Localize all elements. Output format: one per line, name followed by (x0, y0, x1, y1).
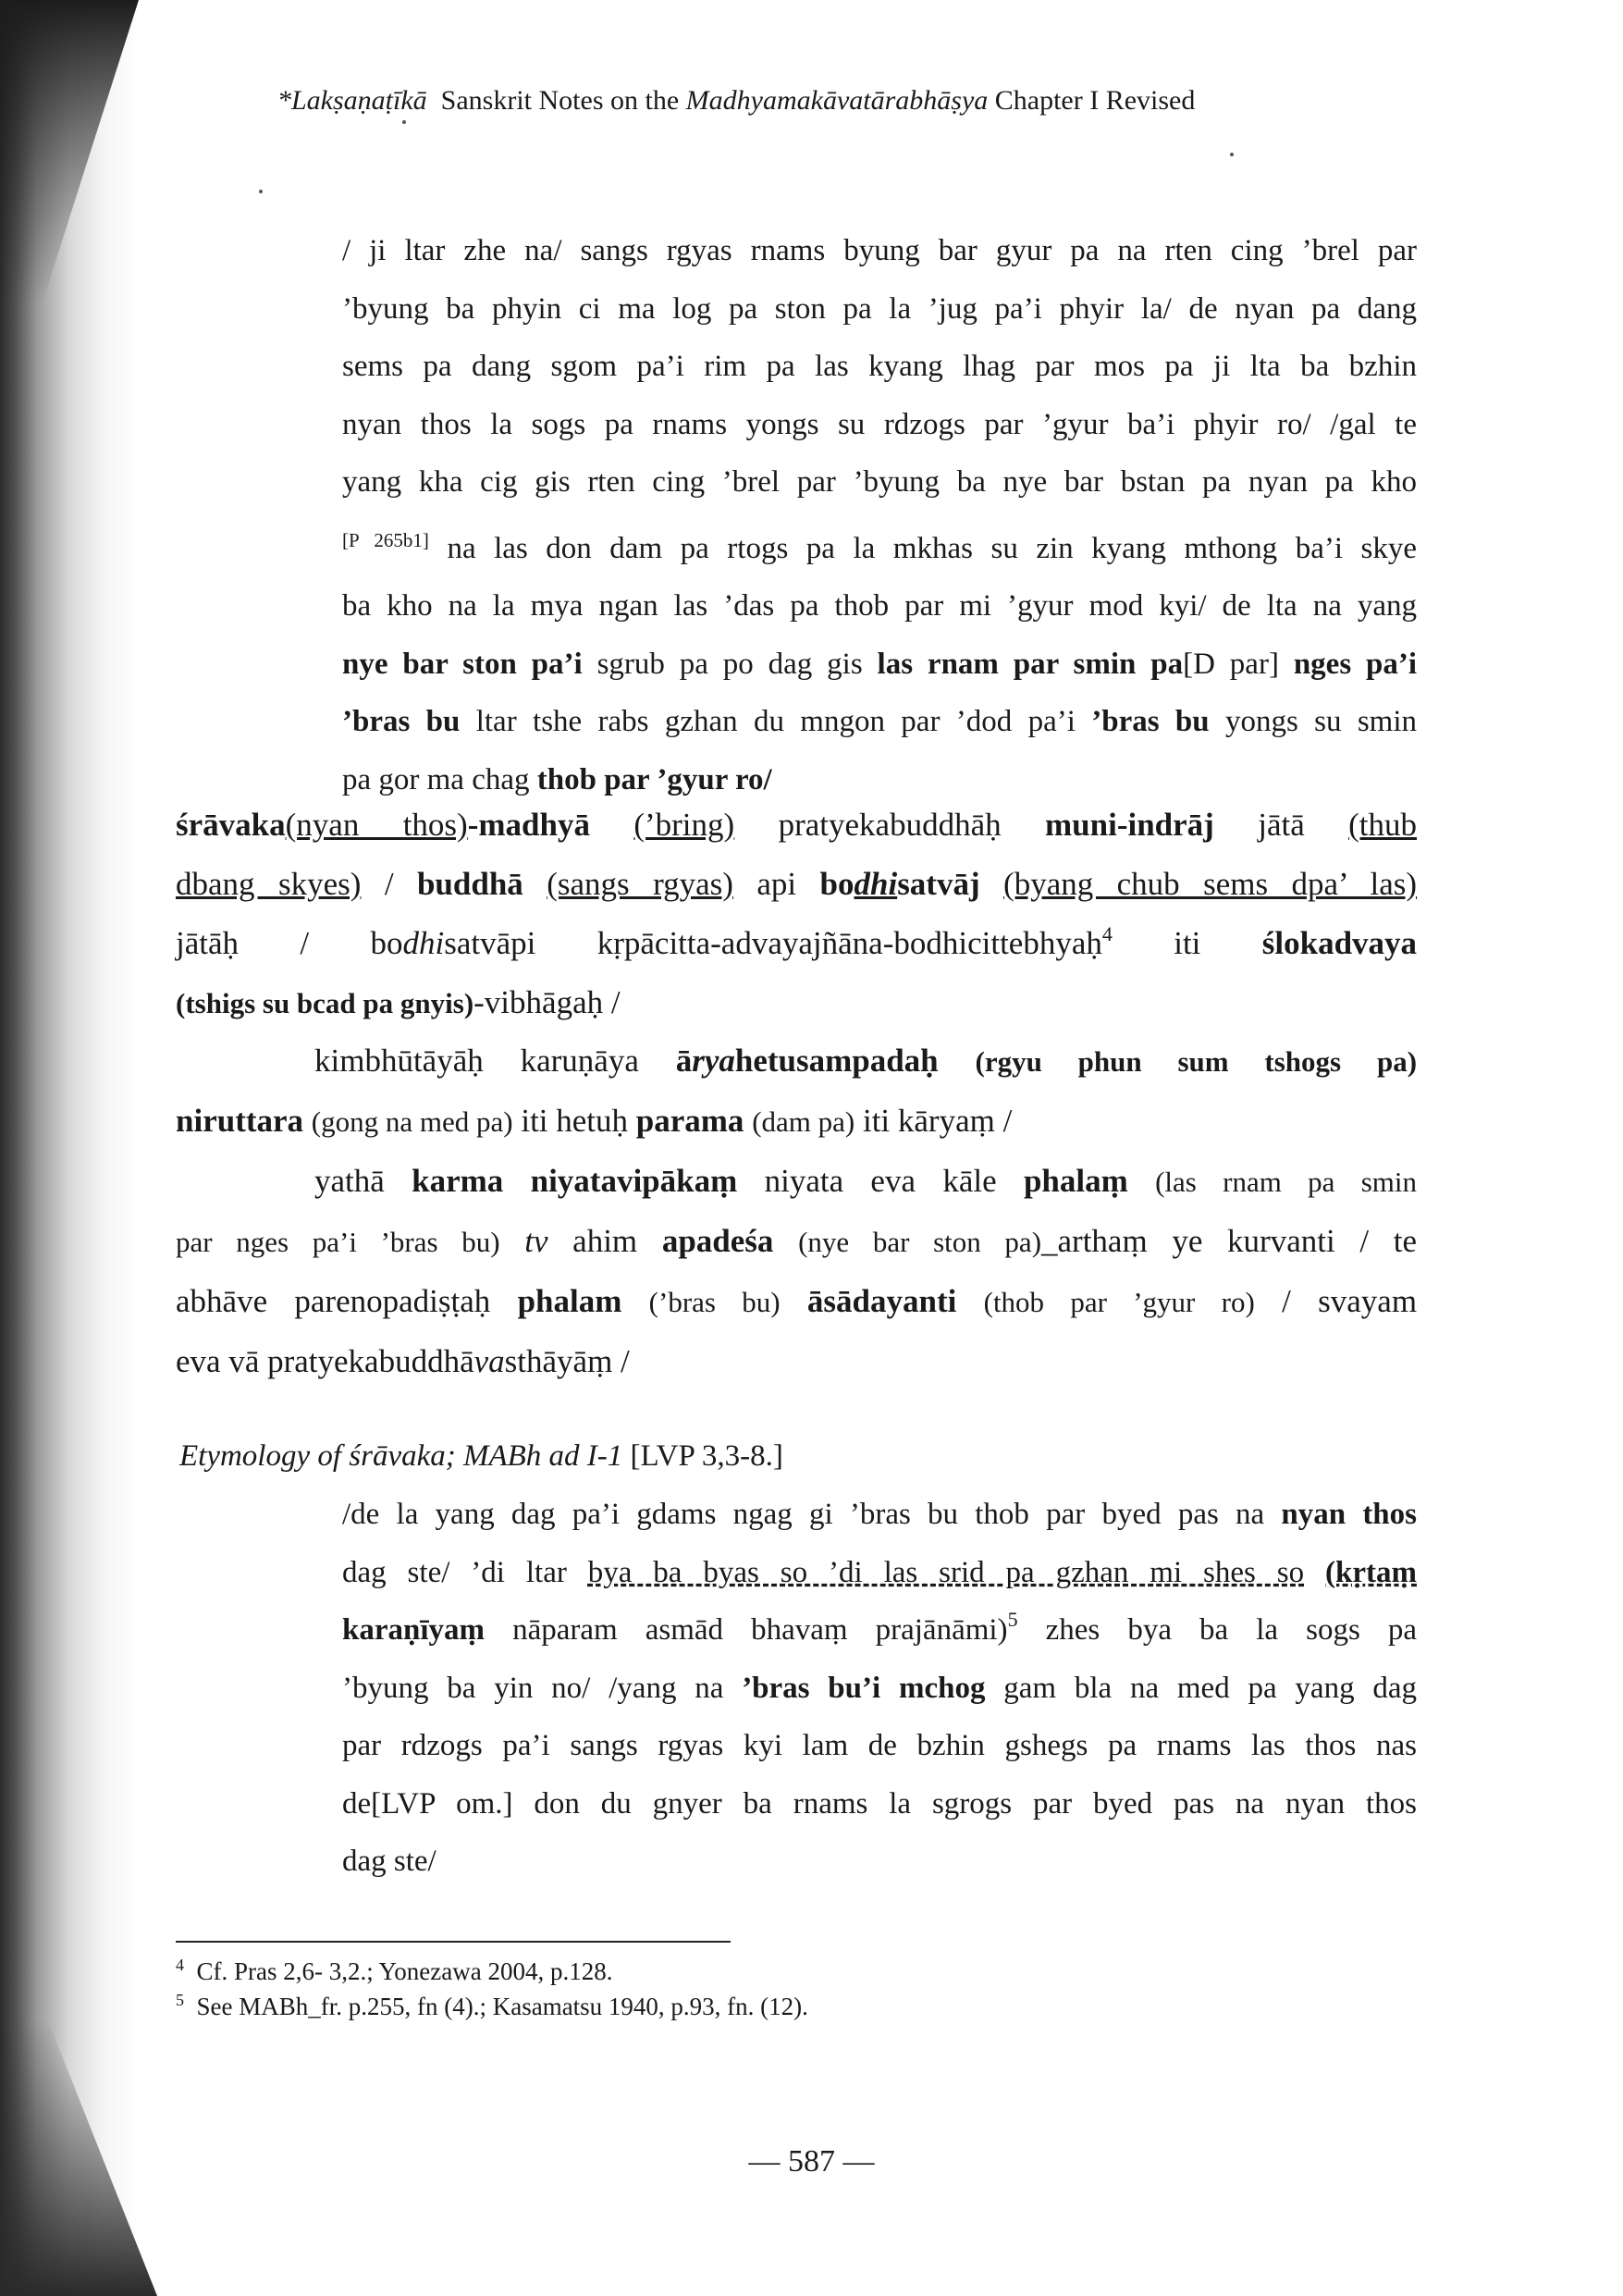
sanskrit-paragraph-1 (176, 796, 1417, 1033)
text-line: ’byung ba phyin ci ma log pa ston pa la ’jug pa’i phyir la/ de nyan pa dang (342, 291, 1417, 326)
footnote-4: $^4$ Cf. Pras 2,6- 3,2.; Yonezawa 2004, p.128. (176, 1956, 613, 1985)
text-line: / ji ltar zhe na/ sangs rgyas rnams byung bar gyur pa na rten cing ’brel par (342, 234, 1417, 267)
text-line: par nges pa’i ’bras bu) tv ahim apadeśa (nye bar ston pa)_arthaṃ ye kurvanti / te (176, 1223, 1418, 1259)
footnote-marker: 5 (1007, 1608, 1018, 1631)
header-title: *Lakṣaṇaṭīkā (277, 85, 427, 116)
text-line: /de la yang dag pa’i gdams ngag gi ’bras bu thob par byed pas na nyan thos (342, 1498, 1418, 1531)
text-line: eva vā pratyekabuddhāvasthāyāṃ / (176, 1343, 630, 1379)
text-line: sems pa dang sgom pa’i rim pa las kyang lhag par mos pa ji lta ba bzhin (342, 350, 1417, 383)
page-number: — 587 — (748, 2144, 875, 2179)
text-line: niruttara (gong na med pa) iti hetuḥ parama (dam pa) iti kāryaṃ / (176, 1103, 1013, 1139)
text-line: jātāḥ / bodhisatvāpi kṛpācitta-advayajñāna-bodhicittebhyaḥ$^4$ iti ślokadvaya (176, 922, 1418, 961)
text-line: dbang skyes) / buddhā (sangs rgyas) api bodhisatvāj (byang chub sems dpa’ las) (176, 866, 1418, 902)
pagination-ref: [P 265b1] (342, 528, 429, 551)
scan-speck (402, 120, 406, 124)
sanskrit-paragraph-2 (176, 1031, 1417, 1152)
text-line: yathā karma niyatavipākaṃ niyata eva kāle phalaṃ (las rnam pa smin (314, 1163, 1418, 1199)
footnote-marker: 4 (1101, 922, 1113, 945)
tibetan-passage-1 (342, 222, 1417, 809)
book-binding-shadow (0, 0, 139, 2296)
text-line: nye bar ston pa’i sgrub pa po dag gis las rnam par smin pa[D par] nges pa’i (342, 647, 1418, 681)
footnote-rule (176, 1941, 731, 1943)
header-work: Madhyamakāvatārabhāṣya (685, 85, 989, 116)
text-line: ba kho na la mya ngan las ’das pa thob par mi ’gyur mod kyi/ de lta na yang (342, 589, 1417, 623)
running-header (277, 85, 1480, 117)
text-line: yang kha cig gis rten cing ’brel par ’byung ba nye bar bstan pa nyan pa kho (342, 465, 1417, 499)
scan-speck (259, 190, 263, 193)
section-heading: Etymology of śrāvaka; MABh ad I-1 [LVP 3,3-8.] (179, 1439, 783, 1473)
text-line: ’bras bu ltar tshe rabs gzhan du mngon par ’dod pa’i ’bras bu yongs su smin (342, 705, 1418, 738)
sanskrit-paragraph-3 (176, 1152, 1417, 1391)
text-line: nyan thos la sogs pa rnams yongs su rdzogs par ’gyur ba’i phyir ro/ /gal te (342, 407, 1417, 441)
text-line: kimbhūtāyāḥ karuṇāya āryahetusampadaḥ (rgyu phun sum tshogs pa) (314, 1043, 1418, 1079)
text-line: karaṇīyaṃ nāparam asmād bhavaṃ prajānāmi)$^5$ zhes bya ba la sogs pa (342, 1608, 1418, 1647)
text-line: abhāve parenopadiṣṭaḥ phalam (’bras bu) āsādayanti (thob par ’gyur ro) / svayam (176, 1283, 1418, 1319)
footnotes (176, 1954, 808, 2024)
text-line: ’byung ba yin no/ /yang na ’bras bu’i mchog gam bla na med pa yang dag (342, 1671, 1418, 1705)
text-line: de[LVP om.] don du gnyer ba rnams la sgrogs par byed pas na nyan thos (342, 1786, 1417, 1821)
header-mid: Sanskrit Notes on the (440, 85, 680, 116)
text-line: śrāvaka(nyan thos)-madhyā (’bring) pratyekabuddhāḥ muni-indrāj jātā (thub (176, 807, 1418, 843)
text-line: par rdzogs pa’i sangs rgyas kyi lam de bzhin gshegs pa rnams las thos nas (342, 1729, 1417, 1762)
scan-speck (1230, 153, 1234, 156)
text-line: (tshigs su bcad pa gnyis)-vibhāgaḥ / (176, 984, 621, 1020)
text-line: dag ste/ ’di ltar bya ba byas so ’di las srid pa gzhan mi shes so (kṛtaṃ (342, 1555, 1418, 1589)
text-line: dag ste/ (342, 1845, 436, 1878)
text-line: [P 265b1] na las don dam pa rtogs pa la mkhas su zin kyang mthong ba’i skye (342, 528, 1418, 565)
tibetan-passage-2 (342, 1486, 1417, 1891)
text-line: pa gor ma chag thob par ’gyur ro/ (342, 762, 772, 796)
footnote-5: $^5$ See MABh_fr. p.255, fn (4).; Kasamatsu 1940, p.93, fn. (12). (176, 1991, 808, 2020)
header-tail: Chapter I Revised (994, 85, 1196, 116)
